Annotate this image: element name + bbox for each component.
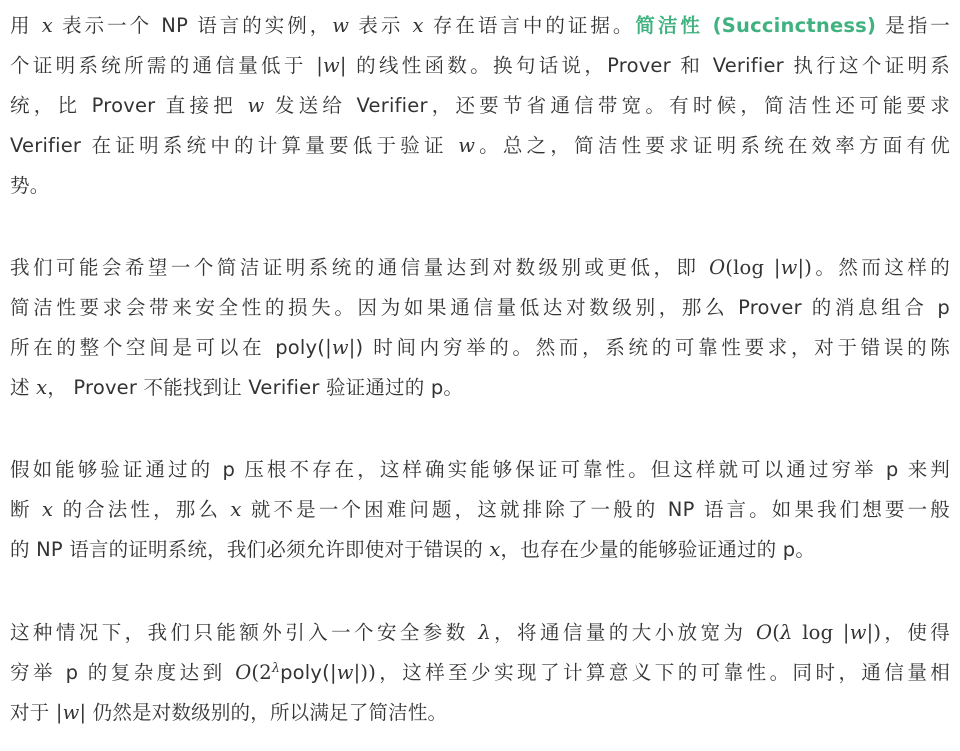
math-expression: |w| (325, 336, 356, 359)
math-expression: x (41, 14, 53, 37)
text-run: 所在的整个空间是可以在 poly( (10, 336, 326, 359)
math-expression: |) (866, 621, 882, 644)
text-run: 对于 (10, 701, 56, 724)
math-expression: w (336, 661, 354, 684)
text-run: ，也存在少量的能够验证通过的 p。 (500, 538, 816, 561)
text-run: 存在语言中的证据。 (423, 14, 636, 37)
text-run: ) 时间内穷举的。然而，系统的可靠性要求，对于错误的陈 (355, 336, 950, 359)
text-run: ，使得 (881, 621, 950, 644)
text-line (10, 166, 950, 206)
math-expression: w (849, 621, 867, 644)
math-expression: λ (271, 660, 281, 676)
text-line (10, 86, 950, 126)
math-expression: |) (797, 256, 813, 279)
math-expression: |)) (353, 661, 377, 684)
math-expression: w (332, 14, 350, 37)
math-expression: |w| (316, 54, 347, 77)
text-line (10, 613, 950, 653)
math-expression: w (458, 134, 476, 157)
math-expression: |w| (55, 701, 87, 724)
text-run: 的合法性，那么 (53, 498, 231, 521)
text-run: 的线性函数。换句话说，Prover 和 Verifier 执行这个证明系 (346, 54, 950, 77)
text-run: 统，比 Prover 直接把 (10, 94, 248, 117)
text-run: 就不是一个困难问题，这就排除了一般的 NP 语言。如果我们想要一般 (241, 498, 950, 521)
text-run: 。总之，简洁性要求证明系统在效率方面有优 (475, 134, 950, 157)
paragraph-succinctness-definition (10, 6, 950, 206)
text-run: 发送给 Verifier，还要节省通信带宽。有时候，简洁性还可能要求 (264, 94, 950, 117)
text-run: poly(| (280, 661, 337, 684)
math-expression: O (756, 621, 773, 644)
text-run: 假如能够验证通过的 p 压根不存在，这样确实能够保证可靠性。但这样就可以通过穷举 p 来判 (10, 458, 950, 481)
text-run: 是指一 (876, 14, 950, 37)
math-expression: ( (772, 621, 781, 644)
text-line (10, 6, 950, 46)
text-run: 这种情况下，我们只能额外引入一个安全参数 (10, 621, 479, 644)
math-expression: x (412, 14, 424, 37)
text-run: Verifier 在证明系统中的计算量要低于验证 (10, 134, 459, 157)
text-run: 断 (10, 498, 42, 521)
text-run: ， Prover 不能找到让 Verifier 验证通过的 p。 (47, 376, 464, 399)
text-run: 个证明系统所需的通信量低于 (10, 54, 317, 77)
paragraph-security-parameter (10, 613, 950, 733)
text-run: 仍然是对数级别的，所以满足了简洁性。 (86, 701, 448, 724)
math-expression: (2 (251, 661, 272, 684)
text-line (10, 248, 950, 288)
text-run: 我们可能会希望一个简洁证明系统的通信量达到对数级别或更低，即 (10, 256, 710, 279)
text-line (10, 490, 950, 530)
text-run: 。然而这样的 (812, 256, 950, 279)
text-line (10, 653, 950, 693)
text-run: ，将通信量的大小放宽为 (490, 621, 757, 644)
text-run: 述 (10, 376, 37, 399)
math-expression: w (780, 256, 798, 279)
highlighted-term: 简洁性 (Succinctness) (635, 14, 877, 37)
math-expression: x (36, 376, 48, 399)
text-run: 用 (10, 14, 42, 37)
text-line (10, 46, 950, 86)
math-expression: (log | (725, 256, 781, 279)
text-run: 表示一个 NP 语言的实例， (52, 14, 333, 37)
text-line (10, 450, 950, 490)
math-expression: x (230, 498, 242, 521)
text-run: ，这样至少实现了计算意义下的可靠性。同时，通信量相 (376, 661, 950, 684)
text-run: 表示 (349, 14, 413, 37)
math-expression: x (41, 498, 54, 521)
math-expression: λ (780, 621, 793, 644)
text-run: 的 NP 语言的证明系统，我们必须允许即使对于错误的 (10, 538, 490, 561)
math-expression: λ (478, 621, 491, 644)
math-expression: log | (792, 621, 850, 644)
math-expression: x (489, 538, 501, 561)
text-run: 穷举 p 的复杂度达到 (10, 661, 236, 684)
math-expression: O (709, 256, 726, 279)
text-line (10, 126, 950, 166)
text-line (10, 530, 950, 570)
text-line (10, 368, 950, 408)
text-run: 势。 (10, 174, 50, 197)
text-line (10, 693, 950, 733)
text-line (10, 288, 950, 328)
math-expression: w (247, 94, 265, 117)
text-line (10, 328, 950, 368)
text-run: 简洁性要求会带来安全性的损失。因为如果通信量低达对数级别，那么 Prover 的消息组合 p (10, 296, 950, 319)
paragraph-soundness-tradeoff (10, 450, 950, 570)
math-expression: O (235, 661, 252, 684)
paragraph-log-communication (10, 248, 950, 408)
